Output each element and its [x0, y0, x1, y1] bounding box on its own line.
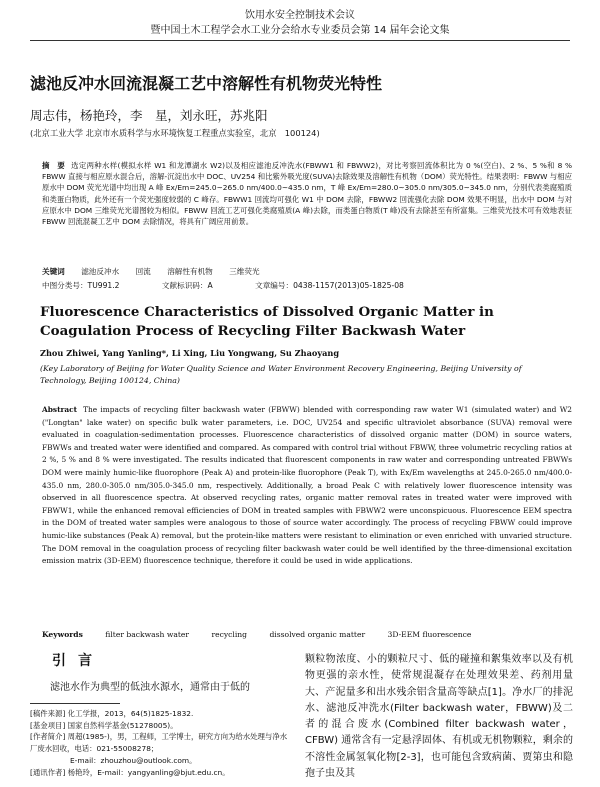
footnote-divider: [30, 703, 120, 704]
title-cn: 滤池反冲水回流混凝工艺中溶解性有机物荧光特性: [30, 74, 383, 93]
title-en: Fluorescence Characteristics of Dissolved Organic Matter in Coagulation Process of Recycling Filter Backwash Water: [40, 304, 494, 339]
keyword-en: filter backwash water: [105, 630, 190, 639]
abstract-en-label: Abstract: [42, 405, 78, 414]
intro-left-column: 滤池水作为典型的低浊水源水，通常由于低的: [50, 682, 250, 693]
authors-cn: 周志伟，杨艳玲，李 星，刘永旺，苏兆阳: [30, 108, 268, 123]
running-header-line1: 饮用水安全控制技术会议: [245, 10, 355, 21]
keywords-en-label: Keywords: [42, 630, 83, 639]
keyword-en: 3D-EEM fluorescence: [387, 630, 472, 639]
keyword-en: recycling: [211, 630, 248, 639]
document-code: 文献标识码：A: [161, 281, 213, 290]
section-heading-intro: 引言: [52, 653, 104, 669]
keyword-cn: 三维荧光: [229, 267, 260, 276]
footnote: E-mail：zhouzhou@outlook.com。: [70, 755, 197, 765]
abstract-en-text: The impacts of recycling filter backwash water (FBWW) blended with corresponding raw water W1 (simulated water) and W2 ("Longtan" lake water) on specific bulk water parameters, i.e. DOC, UV254 and specific ultraviolet absorbance (SUVA) removal were evaluated in coagulation-sedimentation processes. Fluorescence characteristics of dissolved organic matter (DOM) in source waters, FBWWs and treated water were identified and compared. As compared with control trial without FBWW, three volumetric recycling ratios at 2 %, 5 % and 8 % were investigated. The results indicated that fluorescent components in raw water and corresponding untreated FBWWs DOM were mainly humic-like fluorophore (Peak A) and protein-like fluorophore (Peak T), with Ex/Em wavelengths at 245.0-265.0 nm/400.0-435.0 nm, 280.0-305.0 nm/305.0-345.0 nm, respectively. Additionally, a broad Peak C with relatively lower fluorescence intensity was observed in all fluorescence spectra. At observed recycling rates, organic matter removal rates in treated water were improved with FBWW1, while the enhanced removal efficiencies of DOM in treated samples with FBWW2 were unconspicuous. Fluorescence EEM spectra in the DOM of treated water samples were analogous to those of source water accordingly. The process of recycling FBWW could improve humic-like substances (Peak A) removal, but the protein-like matters were resistant to elimination or even enriched with unvaried structure. The DOM removal in the coagulation process of recycling filter backwash water could be well identified by the three-dimensional excitation emission matrix (3D-EEM) fluorescence technique, therefore it could be used in wide applications.: [42, 405, 572, 566]
affiliation-cn: (北京工业大学 北京市水质科学与水环境恢复工程重点实验室，北京 100124): [30, 128, 320, 138]
abstract-cn: [42, 160, 572, 227]
clc-number: 中图分类号：TU991.2: [42, 281, 120, 290]
keyword-en: dissolved organic matter: [269, 630, 366, 639]
intro-right-column: 颗粒物浓度、小的颗粒尺寸、低的碰撞和絮集效率以及有机物更强的亲水性，使常规混凝存在处理效果差、药剂用量大、产泥量多和出水残余铝含量高等缺点[1]。净水厂的排泥水、滤池反冲洗水(Filter backwash water，FBWW)及二者的混合废水(Combined filter backwash water，CFBW) 通常含有一定悬浮固体、有机或无机物颗粒，剩余的不溶性金属氢氧化物[2-3]，也可能包含致病菌、贾第虫和隐孢子虫及其: [305, 654, 573, 780]
keyword-cn: 溶解性有机物: [167, 267, 213, 276]
abstract-en: [42, 404, 572, 568]
keywords-en: [42, 629, 491, 640]
article-number: 文章编号：0438-1157(2013)05-1825-08: [255, 281, 404, 290]
footnotes: [30, 708, 288, 778]
footnote: [作者简介] 周超(1985-)，男，工程师，工学博士，研究方向为给水处理与净水厂废水回收，电话：021-55008278；: [30, 732, 288, 754]
keywords-cn-label: 关键词: [42, 267, 65, 276]
footnote: [基金项目] 国家自然科学基金(51278005)。: [30, 720, 178, 730]
abstract-cn-label: 摘 要: [42, 161, 66, 170]
header-divider: [30, 40, 570, 41]
abstract-cn-text: 选定两种水样(模拟水样 W1 和龙潭湖水 W2)以及相应滤池反冲洗水(FBWW1 和 FBWW2)，对比考察回流体积比为 0 %(空白)、2 %、5 %和 8 % FBWW 直接与相应原水混合后，溶解-沉淀出水中 DOC、UV254 和比紫外吸光度(SUVA)去除效果及溶解性有机物（DOM）荧光特性。结果表明：FBWW 与相应原水中 DOM 荧光光谱中均出现 A 峰 Ex/Em=245.0~265.0 nm/400.0~435.0 nm，T 峰 Ex/Em=280.0~305.0 nm/305.0~345.0 nm，分别代表类腐殖质和类蛋白物质，此外还有一个荧光强度较弱的 C 峰存。FBWW1 回流均可强化 W1 中 DOM 去除，FBWW2 回流强化去除 DOM 效果不明显，出水中 DOM 与对应原水中 DOM 三维荧光光谱图较为相似。FBWW 回流工艺可强化类腐殖质(A 峰)去除，而类蛋白物质(T 峰)没有去除甚至有所富集。三维荧光技术可有效地表征 FBWW 回流混凝工艺中 DOM 去除情况，将具有广阔应用前景。: [42, 161, 572, 227]
running-header-line2: 暨中国土木工程学会水工业分会给水专业委员会第 14 届年会论文集: [150, 25, 450, 36]
keywords-cn: [42, 266, 274, 277]
affiliation-en: (Key Laboratory of Beijing for Water Quality Science and Water Environment Recovery Engineering, Beijing University of Technology, Beijing 100124, China): [40, 364, 522, 385]
authors-en: Zhou Zhiwei, Yang Yanling*, Li Xing, Liu Yongwang, Su Zhaoyang: [40, 348, 340, 358]
keyword-cn: 滤池反冲水: [81, 267, 120, 276]
footnote: [稿件来源] 化工学报，2013，64(5)1825-1832.: [30, 709, 194, 718]
footnote: [通讯作者] 杨艳玲，E-mail：yangyanling@bjut.edu.cn。: [30, 767, 230, 777]
classification-row: [42, 280, 418, 291]
keyword-cn: 回流: [135, 267, 151, 276]
